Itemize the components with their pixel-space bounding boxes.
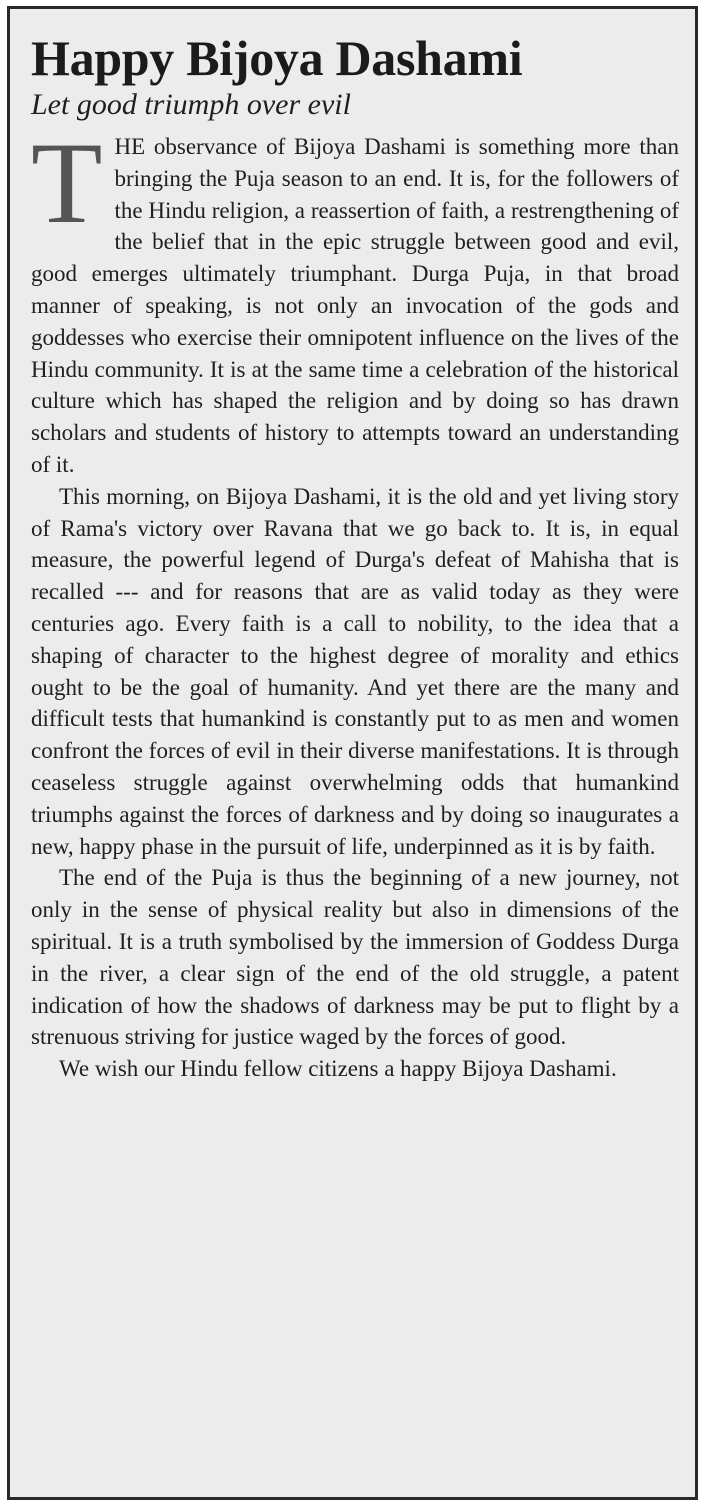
drop-cap: T	[31, 119, 103, 248]
editorial-article	[7, 6, 698, 1500]
paragraph-1	[31, 119, 679, 481]
article-body	[31, 119, 679, 1085]
subheadline: Let good triumph over evil	[31, 88, 351, 121]
paragraph-3: The end of the Puja is thus the beginning of a new journey, not only in the sense of physical reality but also in dimensions of the spiritual. It is a truth symbolised by the immersion of Goddess Durga in the river, a clear sign of the end of the old struggle, a patent indication of how the shadows of darkness may be put to flight by a strenuous striving for justice waged by the forces of good.	[31, 865, 679, 1050]
paragraph-2: This morning, on Bijoya Dashami, it is the old and yet living story of Rama's victory over Ravana that we go back to. It is, in equal measure, the powerful legend of Durga's defeat of Mahisha that is recalled --- and for reasons that are as valid today as they were centuries ago. Every faith is a call to nobility, to the idea that a shaping of character to the highest degree of morality and ethics ought to be the goal of humanity. And yet there are the many and difficult tests that humankind is constantly put to as men and women confront the forces of evil in their diverse manifestations. It is through ceaseless struggle against overwhelming odds that humankind triumphs against the forces of darkness and by doing so inaugurates a new, happy phase in the pursuit of life, underpinned as it is by faith.	[31, 483, 679, 859]
paragraph-4: We wish our Hindu fellow citizens a happy Bijoya Dashami.	[59, 1056, 617, 1082]
paragraph-1-text: HE observance of Bijoya Dashami is something more than bringing the Puja season to an end. It is, for the followers of the Hindu religion, a reassertion of faith, a restrengthening of the belief that in the epic struggle between good and evil, good emerges ultimately triumphant. Durga Puja, in that broad manner of speaking, is not only an invocation of the gods and goddesses who exercise their omnipotent influence on the lives of the Hindu community. It is at the same time a celebration of the historical culture which has shaped the religion and by doing so has drawn scholars and students of history to attempts toward an understanding of it.	[31, 134, 679, 477]
headline: Happy Bijoya Dashami	[31, 30, 523, 86]
